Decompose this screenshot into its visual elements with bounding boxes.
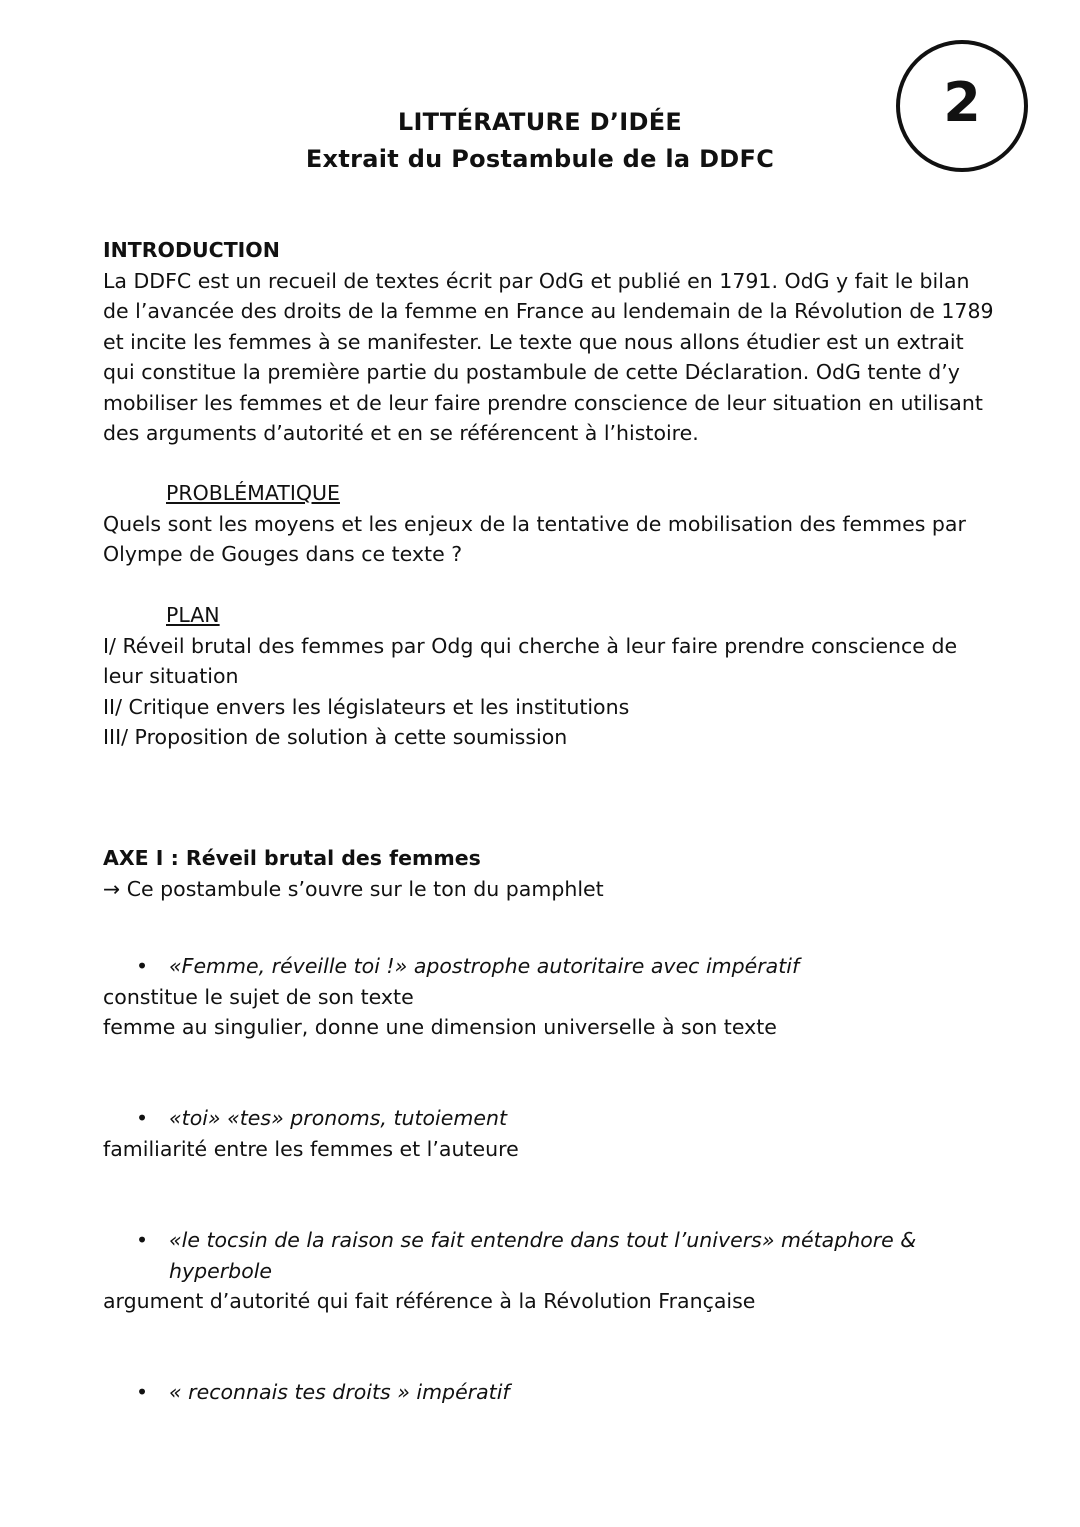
introduction-heading: INTRODUCTION (103, 238, 280, 262)
axe1-heading: AXE I : Réveil brutal des femmes (103, 846, 481, 870)
point-note: femme au singulier, donne une dimension universelle à son texte (103, 1015, 777, 1039)
problematique-line: Olympe de Gouges dans ce texte ? (103, 542, 463, 566)
point-quote: «Femme, réveille toi !» apostrophe autoritaire avec impératif (169, 954, 800, 978)
introduction-line: de l’avancée des droits de la femme en France au lendemain de la Révolution de 1789 (103, 299, 994, 323)
problematique-line: Quels sont les moyens et les enjeux de la tentative de mobilisation des femmes par (103, 511, 966, 536)
point-quote: « reconnais tes droits » impératif (169, 1380, 510, 1404)
introduction-section (103, 235, 1003, 449)
document-subtitle: Extrait du Postambule de la DDFC (305, 145, 775, 173)
axe1-point (103, 951, 1003, 1043)
axe1-point (103, 1377, 1003, 1408)
introduction-line: qui constitue la première partie du postambule de cette Déclaration. OdG tente d’y (103, 360, 960, 384)
document-title: LITTÉRATURE D’IDÉE (397, 108, 683, 136)
introduction-line: des arguments d’autorité et en se référencent à l’histoire. (103, 421, 699, 445)
point-note: constitue le sujet de son texte (103, 984, 414, 1009)
point-quote: hyperbole (169, 1258, 273, 1283)
problematique-heading: PROBLÉMATIQUE (166, 481, 340, 505)
axe1-section (103, 843, 1003, 904)
bullet-icon: • (136, 1380, 149, 1404)
problematique-section (103, 478, 1003, 570)
plan-item: leur situation (103, 664, 239, 688)
plan-item: II/ Critique envers les législateurs et les institutions (103, 694, 630, 719)
plan-section (103, 600, 1003, 753)
bullet-icon: • (136, 1106, 149, 1130)
point-quote: «toi» «tes» pronoms, tutoiement (169, 1106, 507, 1130)
plan-item: I/ Réveil brutal des femmes par Odg qui cherche à leur faire prendre conscience de (103, 633, 958, 658)
introduction-line: et incite les femmes à se manifester. Le texte que nous allons étudier est un extrait (103, 329, 964, 354)
bullet-icon: • (136, 1228, 149, 1252)
bullet-icon: • (136, 954, 149, 978)
introduction-line: mobiliser les femmes et de leur faire prendre conscience de leur situation en utilisant (103, 390, 983, 415)
point-quote: «le tocsin de la raison se fait entendre dans tout l’univers» métaphore & (169, 1228, 917, 1252)
point-note: argument d’autorité qui fait référence à la Révolution Française (103, 1289, 756, 1313)
axe1-point (103, 1225, 1003, 1317)
plan-item: III/ Proposition de solution à cette soumission (103, 725, 568, 749)
axe1-point (103, 1103, 1003, 1164)
plan-heading: PLAN (166, 603, 220, 627)
axe1-intro: → Ce postambule s’ouvre sur le ton du pamphlet (103, 876, 604, 901)
point-note: familiarité entre les femmes et l’auteure (103, 1136, 519, 1161)
page-number-badge: 2 (896, 40, 1028, 172)
introduction-line: La DDFC est un recueil de textes écrit par OdG et publié en 1791. OdG y fait le bilan (103, 268, 970, 293)
